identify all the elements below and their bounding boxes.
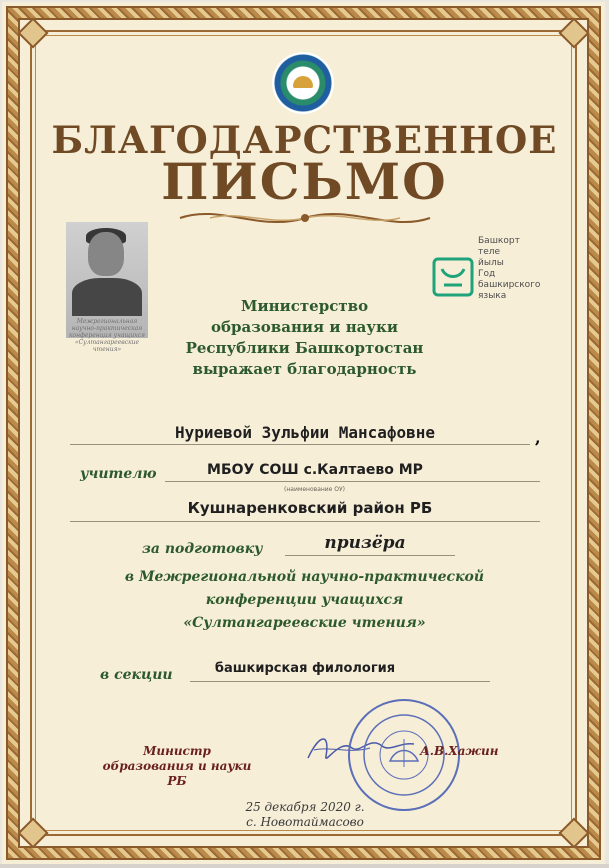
underline	[70, 444, 530, 445]
for-preparation-label: за подготовку	[142, 541, 263, 557]
bottom-strip	[0, 864, 609, 868]
certificate-title-line1: БЛАГОДАРСТВЕННОЕ	[51, 118, 558, 162]
ministry-line: Республики Башкортостан	[185, 339, 424, 357]
minister-title-line: образования и науки РБ	[102, 759, 252, 788]
recipient-comma: ,	[535, 428, 541, 447]
underline	[165, 481, 540, 482]
conference-line: конференции учащихся	[205, 592, 404, 608]
underline	[285, 555, 455, 556]
school-value: МБОУ СОШ с.Калтаево МР	[207, 462, 423, 478]
year-of-bashkir-language-label: Башкорт теле йылы Год башкирского языка	[478, 236, 541, 301]
underline	[190, 681, 490, 682]
ministry-block	[0, 296, 609, 380]
minister-title-line: Министр	[143, 744, 211, 758]
conference-line: «Султангареевские чтения»	[183, 615, 426, 631]
underline	[70, 521, 540, 522]
ministry-line: образования и науки	[211, 318, 398, 336]
section-label: в секции	[100, 667, 173, 683]
issue-place: с. Новотаймасово	[246, 815, 364, 829]
school-note: (наименование ОУ)	[284, 486, 346, 493]
portrait-caption: Межрегиональная научно-практическая конференция учащихся «Султангареевские чтения»	[68, 318, 146, 353]
republic-emblem-icon	[272, 52, 334, 114]
conference-block	[0, 566, 609, 635]
date-place-block	[180, 800, 430, 830]
issue-date: 25 декабря 2020 г.	[245, 800, 365, 814]
recipient-name: Нуриевой Зульфии Мансафовне	[174, 423, 436, 442]
flourish-ornament-icon	[170, 204, 440, 232]
teacher-label: учителю	[80, 466, 157, 482]
portrait-head	[88, 232, 124, 276]
ministry-line: выражает благодарность	[192, 360, 417, 378]
certificate-title-line2: ПИСЬМО	[161, 152, 448, 211]
year-of-bashkir-language-logo-icon	[432, 257, 474, 297]
section-value: башкирская филология	[214, 661, 396, 676]
ministry-line: Министерство	[240, 297, 369, 315]
district-value: Кушнаренковский район РБ	[187, 499, 433, 517]
conference-line: в Межрегиональной научно-практической	[124, 569, 485, 585]
award-type-value: призёра	[324, 533, 406, 553]
minister-title	[92, 744, 262, 789]
minister-name: А.В.Хажин	[420, 744, 499, 758]
